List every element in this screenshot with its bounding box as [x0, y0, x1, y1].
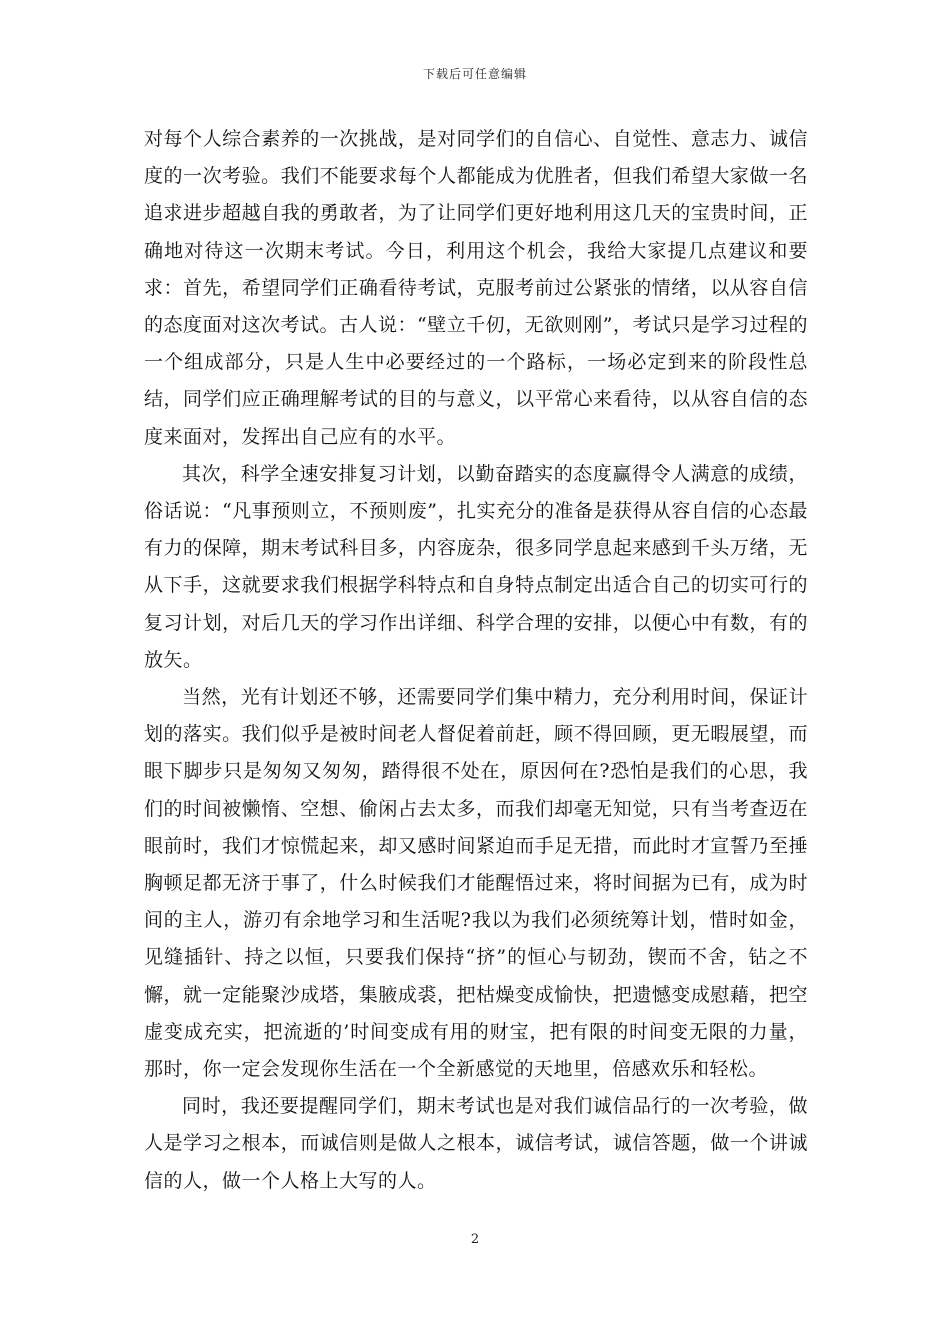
paragraph-2: 其次，科学全速安排复习计划，以勤奋踏实的态度赢得令人满意的成绩，俗话说：“凡事预则立，不预则废”，扎实充分的准备是获得从容自信的心态最有力的保障，期末考试科目多，内容庞杂，很多同学息起来感到千头万绪，无从下手，这就要求我们根据学科特点和自身特点制定出适合自己的切实可行的复习计划，对后几天的学习作出详细、科学合理的安排，以便心中有数，有的放矢。	[144, 462, 808, 671]
paragraph-3: 当然，光有计划还不够，还需要同学们集中精力，充分利用时间，保证计划的落实。我们似乎是被时间老人督促着前赶，顾不得回顾，更无暇展望，而眼下脚步只是匆匆又匆匆，踏得很不处在，原因何在?恐怕是我们的心思，我们的时间被懒惰、空想、偷闲占去太多，而我们却毫无知觉，只有当考查迈在眼前时，我们才惊慌起来，却又感时间紧迫而手足无措，而此时才宣誓乃至捶胸顿足都无济于事了，什么时候我们才能醒悟过来，将时间据为已有，成为时间的主人，游刃有余地学习和生活呢?我以为我们必须统筹计划，惜时如金，见缝插针、持之以恒，只要我们保持“挤”的恒心与韧劲，锲而不舍，钻之不懈，就一定能聚沙成塔，集腋成裘，把枯燥变成愉快，把遗憾变成慰藉，把空虚变成充实，把流逝的’时间变成有用的财宝，把有限的时间变无限的力量，那时，你一定会发现你生活在一个全新感觉的天地里，倍感欢乐和轻松。	[144, 686, 808, 1081]
page-number: 2	[470, 1232, 480, 1247]
paragraph-4: 同时，我还要提醒同学们，期末考试也是对我们诚信品行的一次考验，做人是学习之根本，而诚信则是做人之根本，诚信考试，诚信答题，做一个讲诚信的人，做一个人格上大写的人。	[144, 1095, 808, 1192]
paragraph-1: 对每个人综合素养的一次挑战，是对同学们的自信心、自觉性、意志力、诚信度的一次考验。我们不能要求每个人都能成为优胜者，但我们希望大家做一名追求进步超越自我的勇敢者，为了让同学们更好地利用这几天的宝贵时间，正确地对待这一次期末考试。今日，利用这个机会，我给大家提几点建议和要求：首先，希望同学们正确看待考试，克服考前过公紧张的情绪，以从容自信的态度面对这次考试。古人说：“壁立千仞，无欲则刚”，考试只是学习过程的一个组成部分，只是人生中必要经过的一个路标，一场必定到来的阶段性总结，同学们应正确理解考试的目的与意义，以平常心来看待，以从容自信的态度来面对，发挥出自己应有的水平。	[144, 128, 808, 448]
document-body	[144, 121, 808, 1200]
page-header: 下载后可任意编辑	[422, 67, 527, 81]
